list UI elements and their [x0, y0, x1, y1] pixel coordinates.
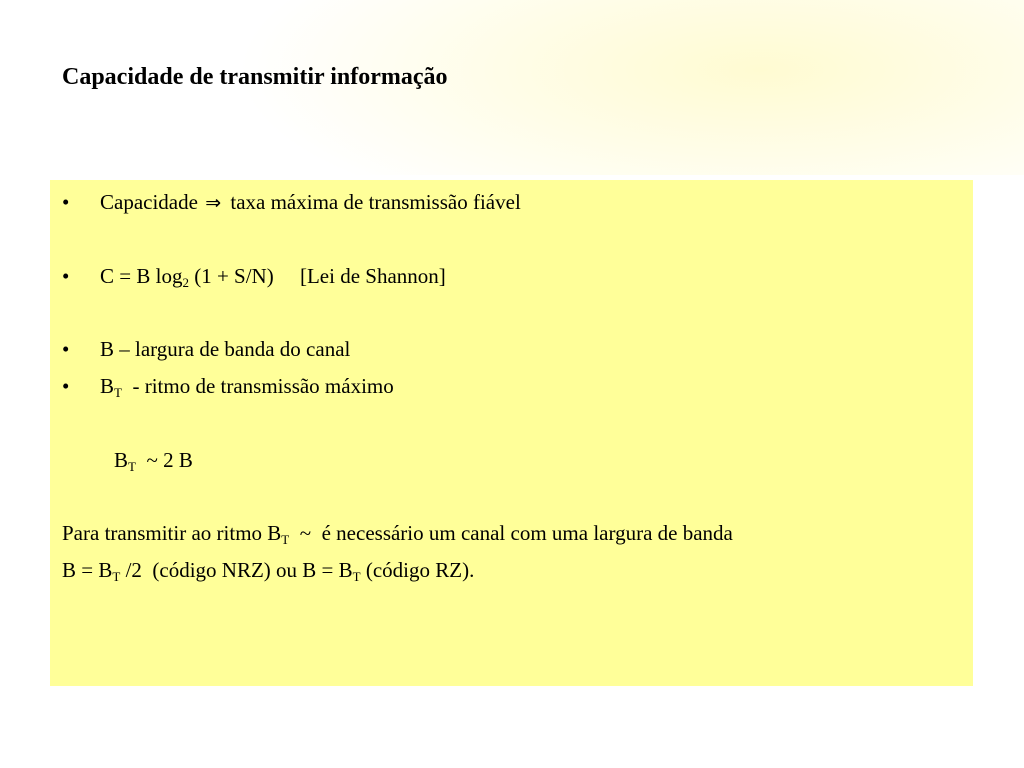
capacity-definition: taxa máxima de transmissão fiável — [225, 190, 521, 214]
rz-subscript: T — [352, 569, 361, 584]
relation-symbol: B — [114, 448, 129, 472]
relation-value: ~ 2 B — [135, 448, 193, 472]
rate-bandwidth-relation — [114, 448, 193, 474]
paragraph-line-1 — [62, 521, 733, 547]
formula-start: C = B log — [100, 264, 183, 288]
paragraph-subscript: T — [281, 532, 290, 547]
bullet-text — [100, 192, 521, 213]
bullet-text — [100, 374, 394, 400]
bullet-marker: • — [62, 190, 70, 214]
nrz-text: /2 (código NRZ) ou B = B — [120, 558, 353, 582]
rate-subscript: T — [114, 385, 122, 400]
implies-arrow-icon: ⇒ — [205, 192, 222, 214]
paragraph-line-2 — [62, 558, 475, 584]
bullet-text: B – largura de banda do canal — [100, 337, 351, 361]
paragraph-text-cont: ~ é necessário um canal com uma largura de banda — [289, 521, 733, 545]
paragraph-text: Para transmitir ao ritmo B — [62, 521, 282, 545]
bullet-marker: • — [62, 374, 70, 398]
capacity-label: Capacidade — [100, 190, 198, 214]
bullet-marker: • — [62, 264, 70, 288]
content-box — [50, 180, 973, 686]
bullet-text — [100, 264, 446, 290]
bullet-marker: • — [62, 337, 70, 361]
slide-title: Capacidade de transmitir informação — [62, 64, 448, 90]
log-base: 2 — [182, 275, 189, 290]
rz-text: (código RZ). — [360, 558, 475, 582]
relation-subscript: T — [128, 459, 136, 474]
formula-end: (1 + S/N) [Lei de Shannon] — [188, 264, 446, 288]
nrz-subscript: T — [112, 569, 121, 584]
rate-symbol: B — [100, 374, 115, 398]
nrz-formula: B = B — [62, 558, 113, 582]
rate-definition: - ritmo de transmissão máximo — [121, 374, 394, 398]
